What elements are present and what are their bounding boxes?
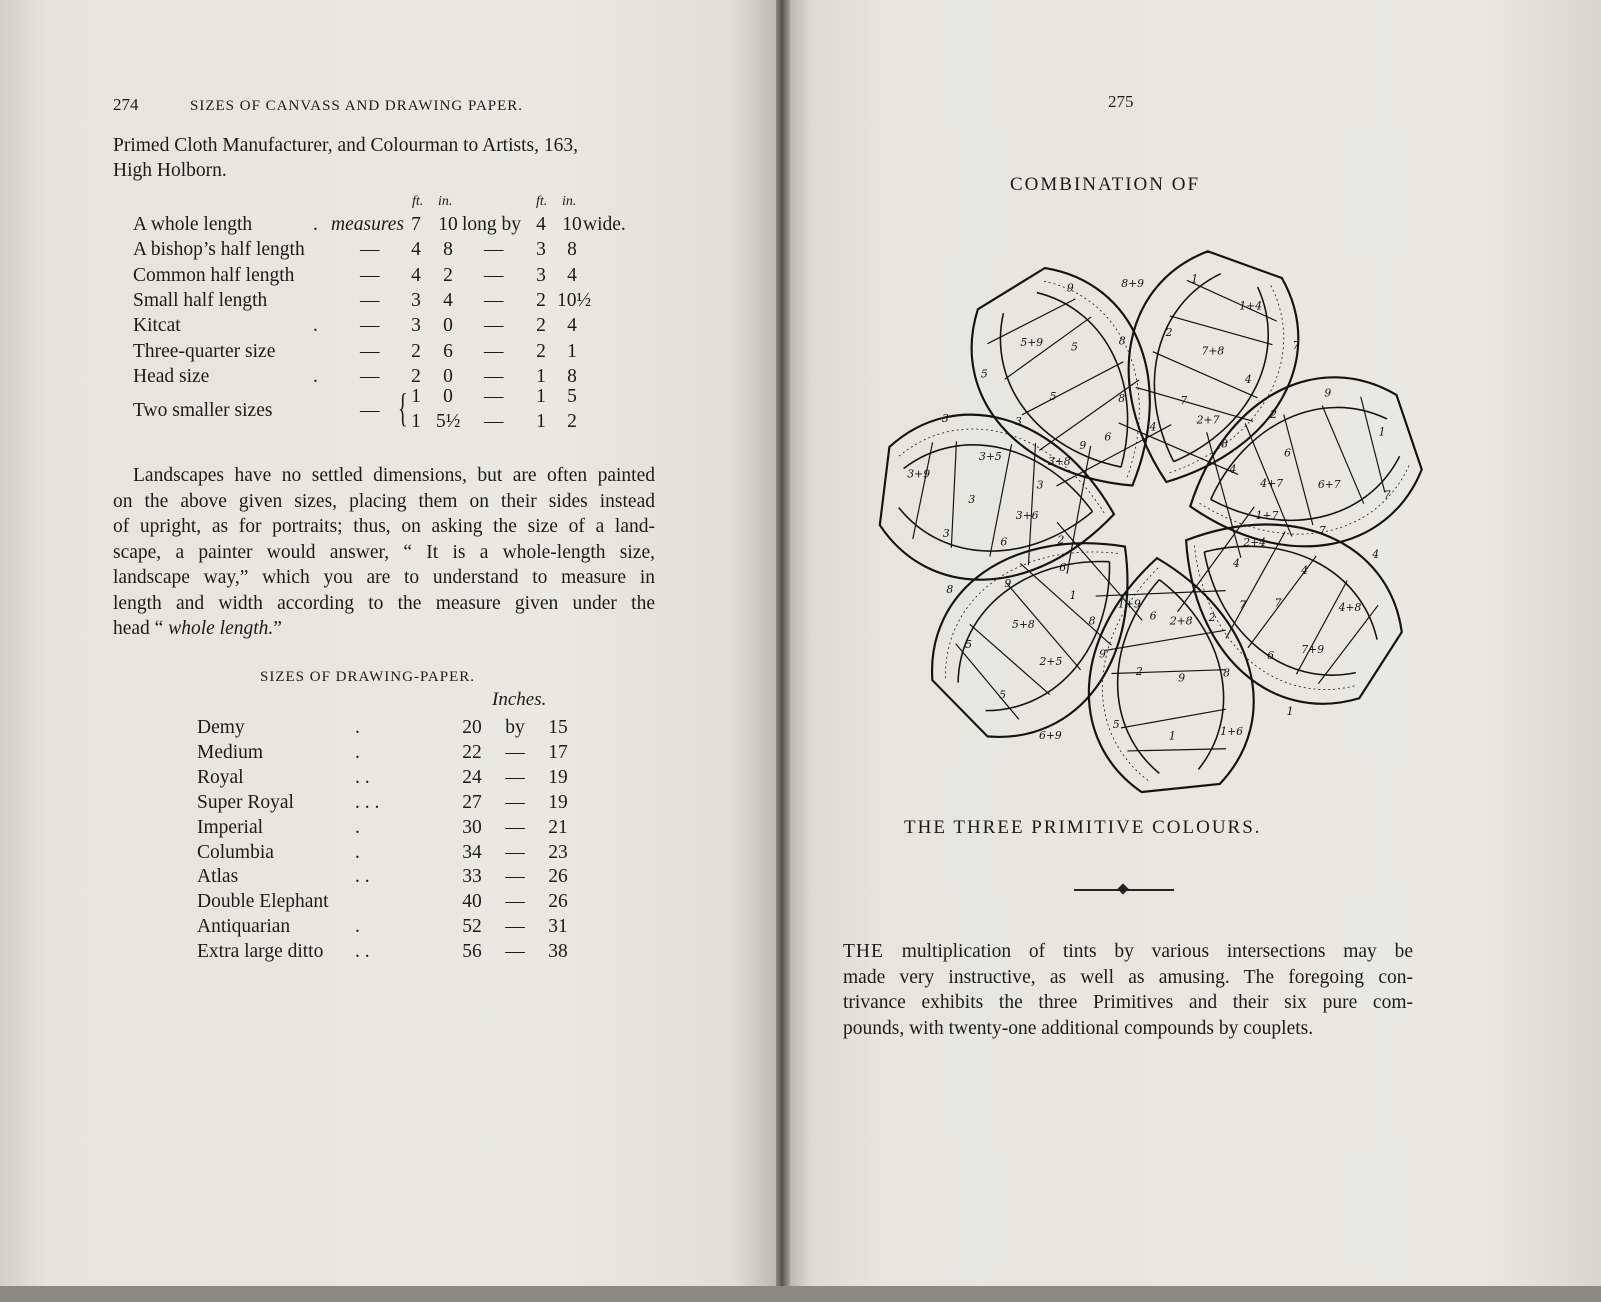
canvas-ft2: 3 [536, 264, 546, 286]
petal-cell-divider [1001, 317, 1096, 379]
rosette-label: 6 [1149, 609, 1157, 623]
paper-sep: — [505, 866, 525, 888]
petal-cell-divider [1022, 355, 1126, 421]
right-page-number: 275 [1108, 92, 1134, 111]
rosette-label: 4+8 [1338, 600, 1362, 614]
petal-inner-line [1124, 263, 1288, 480]
paper-sep: by [505, 717, 525, 738]
paper-row-name: Columbia [197, 841, 274, 863]
paper-height: 19 [548, 766, 568, 788]
rosette-label: 6 [1104, 430, 1112, 444]
petal-dotted-line [1016, 260, 1188, 477]
canvas-ft2: 1 [536, 411, 546, 432]
petal-cell-divider [1353, 397, 1392, 493]
paper-row-name: Extra large ditto [197, 941, 324, 963]
leader-dots: . . [355, 866, 370, 888]
canvas-in2: 10 [562, 214, 582, 235]
canvas-in1: 0 [443, 386, 453, 407]
rosette-label: 8 [1118, 392, 1126, 406]
petal-cell-divider [1150, 352, 1260, 398]
unit-header-ft: ft. [412, 194, 424, 209]
lead-word: THE [843, 941, 884, 962]
paper-width: 52 [462, 916, 482, 938]
rosette-label: 7 [1274, 596, 1282, 610]
rosette-label: 2+8 [1169, 614, 1193, 628]
canvas-suffix: wide. [583, 214, 626, 235]
rosette-label: 3 [1015, 414, 1022, 428]
rosette-label: 4 [1149, 420, 1157, 434]
paper-sep: — [505, 741, 525, 763]
paper-width: 30 [462, 816, 482, 838]
paper-sep: — [505, 816, 525, 838]
rosette-label: 9 [1178, 671, 1186, 685]
canvas-ft1: 3 [411, 289, 421, 311]
leader-dots: . [355, 741, 360, 763]
paragraph-last-line: pounds, with twenty-one additional compounds by couplets. [843, 1017, 1314, 1039]
rosette-label: 8 [1118, 334, 1126, 348]
petal-inner-line [935, 524, 1146, 734]
curly-brace: { [398, 385, 408, 430]
canvas-in1: 10 [438, 214, 458, 235]
canvas-ft1: 1 [411, 386, 421, 407]
canvas-sep: — [484, 386, 504, 407]
text-run: multiplication of tints by various intersections may be [883, 941, 1413, 962]
rosette-label: 8+9 [1121, 276, 1145, 290]
paper-sep: — [505, 916, 525, 938]
rosette-label: 8 [946, 582, 954, 596]
rosette-label: 9 [1079, 438, 1087, 452]
canvas-in1: 5½ [436, 411, 461, 432]
paragraph-line: trivance exhibits the three Primitives and their six pure com- [843, 992, 1413, 1013]
paper-height: 26 [548, 891, 568, 913]
rosette-label: 5+8 [1011, 617, 1035, 631]
rosette-label: 8 [1221, 437, 1229, 451]
canvas-ft1: 3 [411, 315, 421, 337]
text-run: head “ [113, 618, 169, 639]
rosette-label: 6 [1267, 649, 1275, 663]
canvas-in2: 4 [567, 315, 577, 337]
canvas-sep: — [484, 264, 504, 286]
rosette-label: 7 [1239, 598, 1247, 612]
paper-sep: — [505, 841, 525, 863]
petal-dotted-line [1170, 273, 1306, 496]
canvas-ft1: 1 [411, 411, 421, 432]
rosette-label: 2 [1270, 407, 1277, 421]
rosette-label: 6+7 [1317, 477, 1341, 491]
rosette-label: 7 [1383, 488, 1391, 502]
canvas-in2: 8 [567, 239, 577, 261]
paper-width: 56 [462, 941, 482, 963]
canvas-row-name: A bishop’s half length [133, 239, 305, 261]
canvas-ft2: 1 [536, 386, 546, 407]
canvas-measure: — [360, 315, 380, 337]
left-page [0, 0, 780, 1302]
rosette-label: 2 [1165, 325, 1173, 339]
rosette-label: 3 [968, 493, 976, 507]
colour-combination-rosette [858, 232, 1448, 806]
leader-dots: . [355, 916, 360, 938]
leader-dots: . . [355, 766, 370, 788]
paragraph-line: Landscapes have no settled dimensions, but are often painted [133, 465, 655, 486]
paper-height: 21 [548, 816, 568, 838]
rosette-label: 5 [999, 688, 1006, 702]
paper-sep: — [505, 891, 525, 913]
canvas-row-name: A whole length [133, 214, 253, 235]
leader-dots: . . [355, 941, 370, 963]
leader-dots: . [355, 717, 360, 738]
canvas-sep: — [484, 340, 504, 362]
canvas-row-name: Three-quarter size [133, 340, 276, 362]
rosette-label: 1 [1286, 704, 1294, 718]
canvas-ft2: 2 [536, 315, 546, 337]
paper-unit-label: Inches. [492, 689, 547, 710]
rosette-label: 1+9 [1117, 597, 1141, 611]
paper-row-name: Antiquarian [197, 916, 291, 938]
paragraph-last-line [113, 616, 655, 642]
rosette-label: 4 [1244, 372, 1252, 386]
rosette-label: 5 [1049, 390, 1057, 404]
paper-width: 34 [462, 841, 482, 863]
canvas-row-dash: — [360, 400, 380, 421]
paragraph-line: on the above given sizes, placing them on their sides instead [113, 490, 655, 512]
canvas-measure: — [360, 340, 380, 362]
paper-height: 31 [548, 916, 568, 938]
canvas-ft1: 4 [411, 264, 421, 286]
rosette-label: 2 [1057, 533, 1065, 547]
petal-cell-divider [1290, 581, 1354, 675]
canvas-ft2: 2 [536, 340, 546, 362]
canvas-row-name: Head size [133, 365, 210, 387]
canvas-measure: — [360, 264, 380, 286]
rosette-label: 1+6 [1220, 725, 1244, 739]
canvas-in1: 0 [443, 315, 453, 337]
rosette-label: 9 [1066, 281, 1074, 295]
canvas-in1: 8 [443, 239, 453, 261]
rosette-label: 6 [1284, 446, 1292, 460]
leader-dots: . [313, 214, 318, 235]
leader-dots: . [313, 365, 318, 387]
petal-cell-divider [1120, 709, 1226, 728]
rosette-label: 5 [1112, 718, 1120, 732]
rosette-label: 3 [941, 412, 949, 426]
petal-inner-line [1176, 508, 1395, 701]
colour-paragraph [843, 939, 1413, 1041]
canvas-ft1: 2 [411, 365, 421, 387]
page-bottom-edge [0, 1286, 1601, 1302]
rosette-label: 2 [1135, 664, 1143, 678]
rosette-label: 4 [1229, 462, 1237, 476]
canvas-in2: 5 [567, 386, 577, 407]
petal-cell-divider [970, 619, 1050, 700]
canvas-ft2: 2 [536, 289, 546, 311]
canvas-ft1: 2 [411, 340, 421, 362]
book-gutter [776, 0, 790, 1302]
rosette-label: 3+8 [1047, 454, 1071, 468]
rosette-label: 9 [1099, 647, 1106, 661]
rosette-label: 5 [965, 638, 972, 652]
canvas-row-name: Two smaller sizes [133, 400, 273, 421]
paper-width: 24 [462, 766, 482, 788]
rosette-label: 1 [1378, 425, 1386, 439]
paragraph-line: landscape way,” which you are to understand to measure in [113, 567, 655, 588]
paper-height: 23 [548, 841, 568, 863]
canvas-measure: — [360, 289, 380, 311]
canvas-in1: 2 [443, 264, 453, 286]
paragraph-line: of upright, as for portraits; thus, on asking the size of a land- [113, 516, 655, 537]
canvas-in2: 4 [567, 264, 577, 286]
leader-dots: . [313, 315, 318, 337]
rosette-label: 9 [1004, 576, 1012, 590]
rosette-label: 4 [1301, 564, 1308, 578]
petal-cell-divider [1184, 280, 1279, 321]
rosette-label: 4+7 [1260, 477, 1284, 491]
unit-header-in: in. [562, 194, 577, 209]
rosette-label: 1+7 [1255, 509, 1279, 522]
left-page-number: 274 [113, 95, 139, 114]
paper-height: 19 [548, 791, 568, 813]
canvas-ft1: 7 [411, 214, 421, 235]
rosette-label: 1 [1069, 588, 1077, 602]
rosette-label: 3+9 [907, 467, 931, 481]
paper-row-name: Royal [197, 766, 244, 788]
rosette-label: 7+8 [1201, 344, 1225, 358]
rosette-label: 9 [1324, 386, 1332, 400]
paper-width: 40 [462, 891, 482, 913]
paragraph-line [843, 939, 1413, 965]
rosette-label: 4 [1372, 548, 1380, 562]
italic-run: whole length. [168, 618, 274, 639]
rosette-label: 3+5 [978, 449, 1002, 463]
intro-line-1: Primed Cloth Manufacturer, and Colourman to Artists, 163, [113, 135, 578, 156]
paper-sep: — [505, 766, 525, 788]
canvas-row-name: Small half length [133, 289, 268, 311]
leader-dots: . . . [355, 791, 380, 813]
paragraph-line: made very instructive, as well as amusing. The foregoing con- [843, 966, 1413, 988]
petal-cell-divider [1276, 415, 1320, 526]
paper-width: 20 [462, 717, 482, 738]
landscape-paragraph [113, 463, 655, 642]
canvas-sep: — [484, 239, 504, 261]
rosette-label: 1 [1191, 272, 1199, 286]
canvas-ft2: 1 [536, 365, 546, 387]
canvas-sep: long by [462, 214, 522, 235]
canvas-sep: — [484, 289, 504, 311]
canvas-sep: — [484, 315, 504, 337]
canvas-row-name: Kitcat [133, 315, 181, 337]
canvas-ft1: 4 [411, 239, 421, 261]
petal-cell-divider [1096, 583, 1226, 604]
paragraph-line: scape, a painter would answer, “ It is a whole-length size, [113, 541, 655, 563]
rosette-label: 7+9 [1301, 643, 1325, 657]
intro-line-2: High Holborn. [113, 160, 227, 181]
paper-sizes-heading: SIZES OF DRAWING-PAPER. [260, 669, 476, 685]
unit-header-ft: ft. [536, 194, 548, 209]
rosette-label: 6+9 [1038, 729, 1062, 743]
rosette-label: 2+5 [1039, 654, 1063, 668]
rosette-label: 1 [1168, 729, 1176, 743]
rosette-label: 3 [942, 527, 950, 541]
canvas-ft2: 3 [536, 239, 546, 261]
canvas-sep: — [484, 411, 504, 432]
canvas-in1: 6 [443, 340, 453, 362]
paper-width: 22 [462, 741, 482, 763]
canvas-in1: 4 [443, 289, 453, 311]
rosette-label: 5 [980, 367, 988, 381]
paper-height: 26 [548, 866, 568, 888]
rosette-label: 4 [1233, 557, 1240, 571]
rosette-label: 8 [1088, 614, 1096, 628]
rosette-label: 7 [1318, 523, 1326, 537]
paper-row-name: Atlas [197, 866, 239, 888]
canvas-measure: — [360, 365, 380, 387]
paper-height: 17 [548, 741, 568, 763]
rosette-label: 2+4 [1243, 536, 1267, 550]
petal-band [875, 404, 1124, 595]
paper-sep: — [505, 791, 525, 813]
rosette-label: 7 [1180, 394, 1188, 408]
petal-cell-divider [1199, 432, 1248, 557]
paper-row-name: Medium [197, 741, 264, 763]
rosette-label: 5 [1070, 340, 1078, 354]
canvas-in1: 0 [443, 365, 453, 387]
rosette-label: 3 [1036, 478, 1044, 492]
canvas-sep: — [484, 365, 504, 387]
rosette-label: 8 [1223, 666, 1230, 680]
canvas-in2: 1 [567, 340, 577, 362]
rosette-label: 2+7 [1196, 413, 1220, 427]
rosette-label: 6 [1000, 535, 1008, 549]
paper-width: 33 [462, 866, 482, 888]
rosette-label: 7 [1292, 338, 1300, 352]
leader-dots: . [355, 816, 360, 838]
rosette-label: 6 [1059, 561, 1067, 575]
petal-cell-divider [1112, 662, 1226, 681]
paper-height: 15 [548, 717, 568, 738]
text-run: ” [273, 618, 282, 639]
plate-title-top: COMBINATION OF [1010, 174, 1201, 195]
paragraph-line: length and width according to the measure given under the [113, 592, 655, 614]
petal-cell-divider [1104, 630, 1226, 650]
plate-title-bottom: THE THREE PRIMITIVE COLOURS. [904, 817, 1262, 838]
paper-row-name: Double Elephant [197, 891, 329, 913]
canvas-measure: measures [331, 214, 404, 235]
rosette-label: 1+4 [1239, 299, 1263, 313]
canvas-in2: 10½ [557, 289, 592, 311]
canvas-measure: — [360, 239, 380, 261]
paper-sep: — [505, 941, 525, 963]
paper-row-name: Demy [197, 717, 245, 738]
canvas-ft2: 4 [536, 214, 546, 235]
petal-band [1164, 354, 1436, 584]
rosette-label: 5+9 [1020, 335, 1044, 349]
unit-header-in: in. [438, 194, 453, 209]
rosette-label: 2 [1208, 611, 1216, 625]
canvas-in2: 2 [567, 411, 577, 432]
canvas-in2: 8 [567, 365, 577, 387]
paper-height: 38 [548, 941, 568, 963]
paper-row-name: Super Royal [197, 791, 294, 813]
paper-row-name: Imperial [197, 816, 264, 838]
running-head: SIZES OF CANVASS AND DRAWING PAPER. [190, 98, 524, 114]
canvas-row-name: Common half length [133, 264, 295, 286]
leader-dots: . [355, 841, 360, 863]
rosette-label: 3+6 [1015, 509, 1039, 522]
paper-width: 27 [462, 791, 482, 813]
